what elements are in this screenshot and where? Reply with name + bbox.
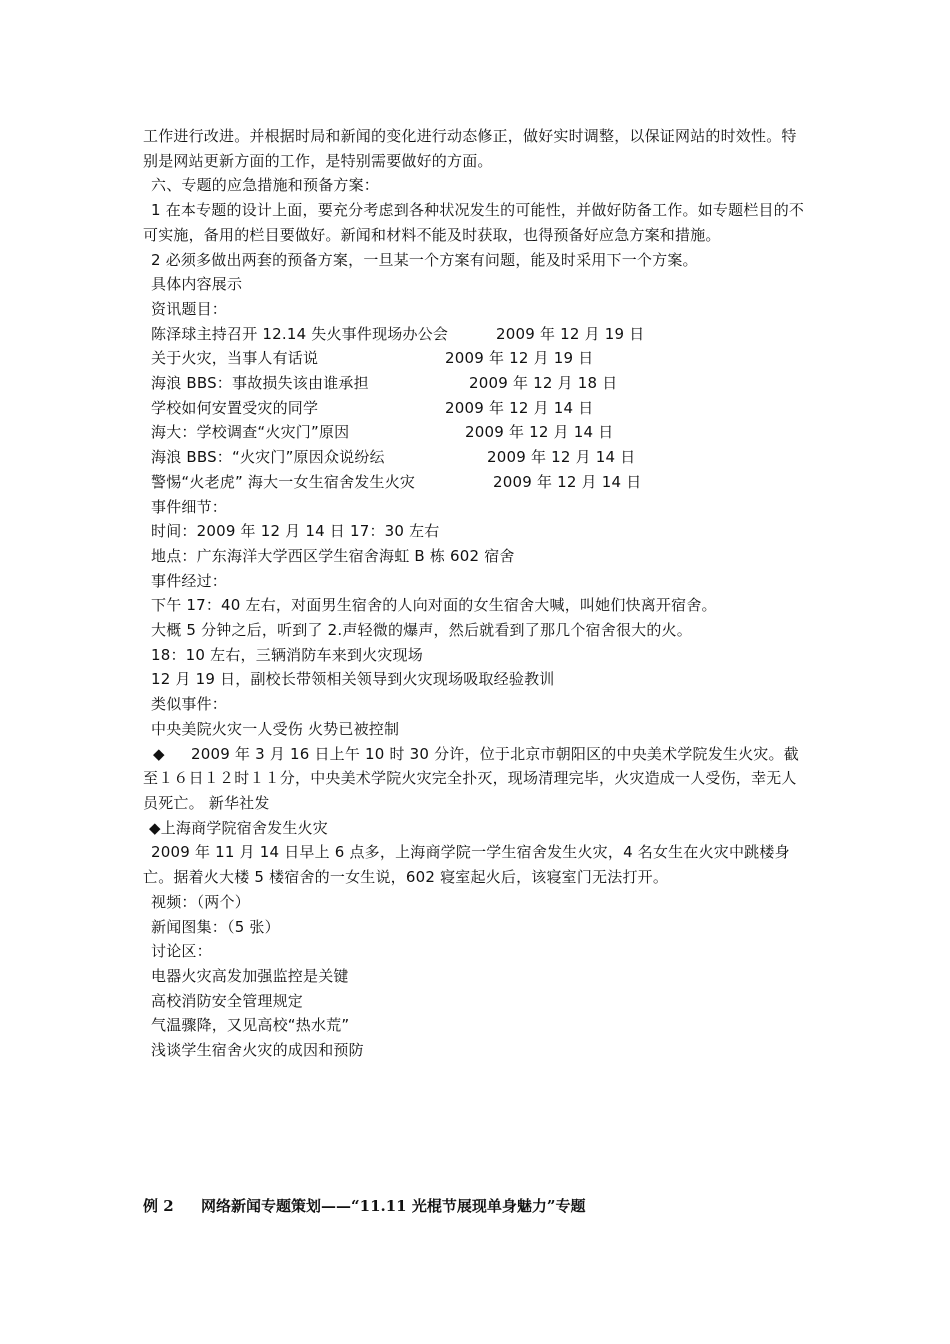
news-date: 2009 年 12 月 14 日 [465, 423, 614, 442]
example-title: 网络新闻专题策划——“11.11 光棍节展现单身魅力”专题 [201, 1197, 586, 1215]
plan-item-2: 2 必须多做出两套的预备方案，一旦某一个方案有问题，能及时采用下一个方案。 [151, 250, 698, 269]
event-time: 时间：2009 年 12 月 14 日 17：30 左右 [151, 522, 440, 541]
news-date: 2009 年 12 月 14 日 [493, 472, 642, 491]
video-count: 视频：（两个） [151, 892, 250, 911]
discussion-item: 气温骤降，又见高校“热水荒” [151, 1016, 350, 1035]
example-heading [143, 1195, 585, 1216]
news-title: 海浪 BBS：“火灾门”原因众说纷纭 [151, 448, 385, 467]
news-date: 2009 年 12 月 19 日 [496, 324, 645, 343]
news-item [143, 322, 811, 347]
news-item [143, 371, 811, 396]
discussion-item: 浅谈学生宿舍火灾的成因和预防 [151, 1041, 364, 1060]
news-item [143, 396, 811, 421]
event-place: 地点：广东海洋大学西区学生宿舍海虹 B 栋 602 宿舍 [151, 546, 515, 565]
news-item [143, 470, 811, 495]
news-date: 2009 年 12 月 19 日 [445, 349, 594, 368]
news-date: 2009 年 12 月 14 日 [487, 448, 636, 467]
gallery-count: 新闻图集：（5 张） [151, 917, 280, 936]
similar-event-1-text [143, 742, 811, 816]
news-title: 海大：学校调查“火灾门”原因 [151, 423, 350, 442]
news-date: 2009 年 12 月 14 日 [445, 398, 594, 417]
process-line: 18：10 左右，三辆消防车来到火灾现场 [151, 645, 423, 664]
paragraph: 工作进行改进。并根据时局和新闻的变化进行动态修正，做好实时调整，以保证网站的时效性。特别是网站更新方面的工作，是特别需要做好的方面。 [143, 127, 797, 170]
diamond-bullet-icon: ◆ [153, 744, 165, 763]
similar-event-1-title: 中央美院火灾一人受伤 火势已被控制 [151, 719, 400, 738]
news-date: 2009 年 12 月 18 日 [469, 374, 618, 393]
similar-events-title: 类似事件： [151, 695, 228, 714]
process-line: 12 月 19 日，副校长带领相关领导到火灾现场吸取经验教训 [151, 670, 555, 689]
discussion-item: 电器火灾高发加强监控是关键 [151, 966, 349, 985]
news-title: 陈泽球主持召开 12.14 失火事件现场办公会 [151, 324, 449, 343]
similar-event-2-title: ◆上海商学院宿舍发生火灾 [149, 818, 328, 837]
process-line: 大概 5 分钟之后，听到了 2.声轻微的爆声，然后就看到了那几个宿舍很大的火。 [151, 621, 692, 640]
event-detail-title: 事件细节： [151, 497, 228, 516]
news-item [143, 420, 811, 445]
news-item [143, 445, 811, 470]
news-title: 关于火灾，当事人有话说 [151, 349, 319, 368]
content-display-title: 具体内容展示 [151, 275, 243, 294]
similar-event-2-text: 2009 年 11 月 14 日早上 6 点多，上海商学院一学生宿舍发生火灾，4 名女生在火灾中跳楼身亡。据着火大楼 5 楼宿舍的一女生说，602 寝室起火后，该寝室门无法打开。 [143, 843, 790, 887]
document-body [143, 124, 811, 1063]
similar-event-1-body: 2009 年 3 月 16 日上午 10 时 30 分许，位于北京市朝阳区的中央美术学院发生火灾。截至１６日１２时１１分，中央美术学院火灾完全扑灭，现场清理完毕，火灾造成一人受伤，幸无人员死亡。 新华社发 [143, 744, 799, 812]
event-process-title: 事件经过： [151, 571, 228, 590]
news-title: 警惕“火老虎” 海大一女生宿舍发生火灾 [151, 472, 416, 491]
discussion-title: 讨论区： [151, 942, 212, 961]
news-list-title: 资讯题目： [151, 299, 228, 318]
section-heading: 六、专题的应急措施和预备方案： [151, 176, 380, 195]
plan-item-1: 1 在本专题的设计上面，要充分考虑到各种状况发生的可能性，并做好防备工作。如专题栏目的不可实施，备用的栏目要做好。新闻和材料不能及时获取，也得预备好应急方案和措施。 [143, 201, 805, 244]
example-label: 例 2 [143, 1197, 174, 1215]
process-line: 下午 17：40 左右，对面男生宿舍的人向对面的女生宿舍大喊，叫她们快离开宿舍。 [151, 596, 717, 615]
news-title: 学校如何安置受灾的同学 [151, 398, 319, 417]
news-title: 海浪 BBS：事故损失该由谁承担 [151, 374, 369, 393]
news-item [143, 346, 811, 371]
discussion-item: 高校消防安全管理规定 [151, 991, 304, 1010]
